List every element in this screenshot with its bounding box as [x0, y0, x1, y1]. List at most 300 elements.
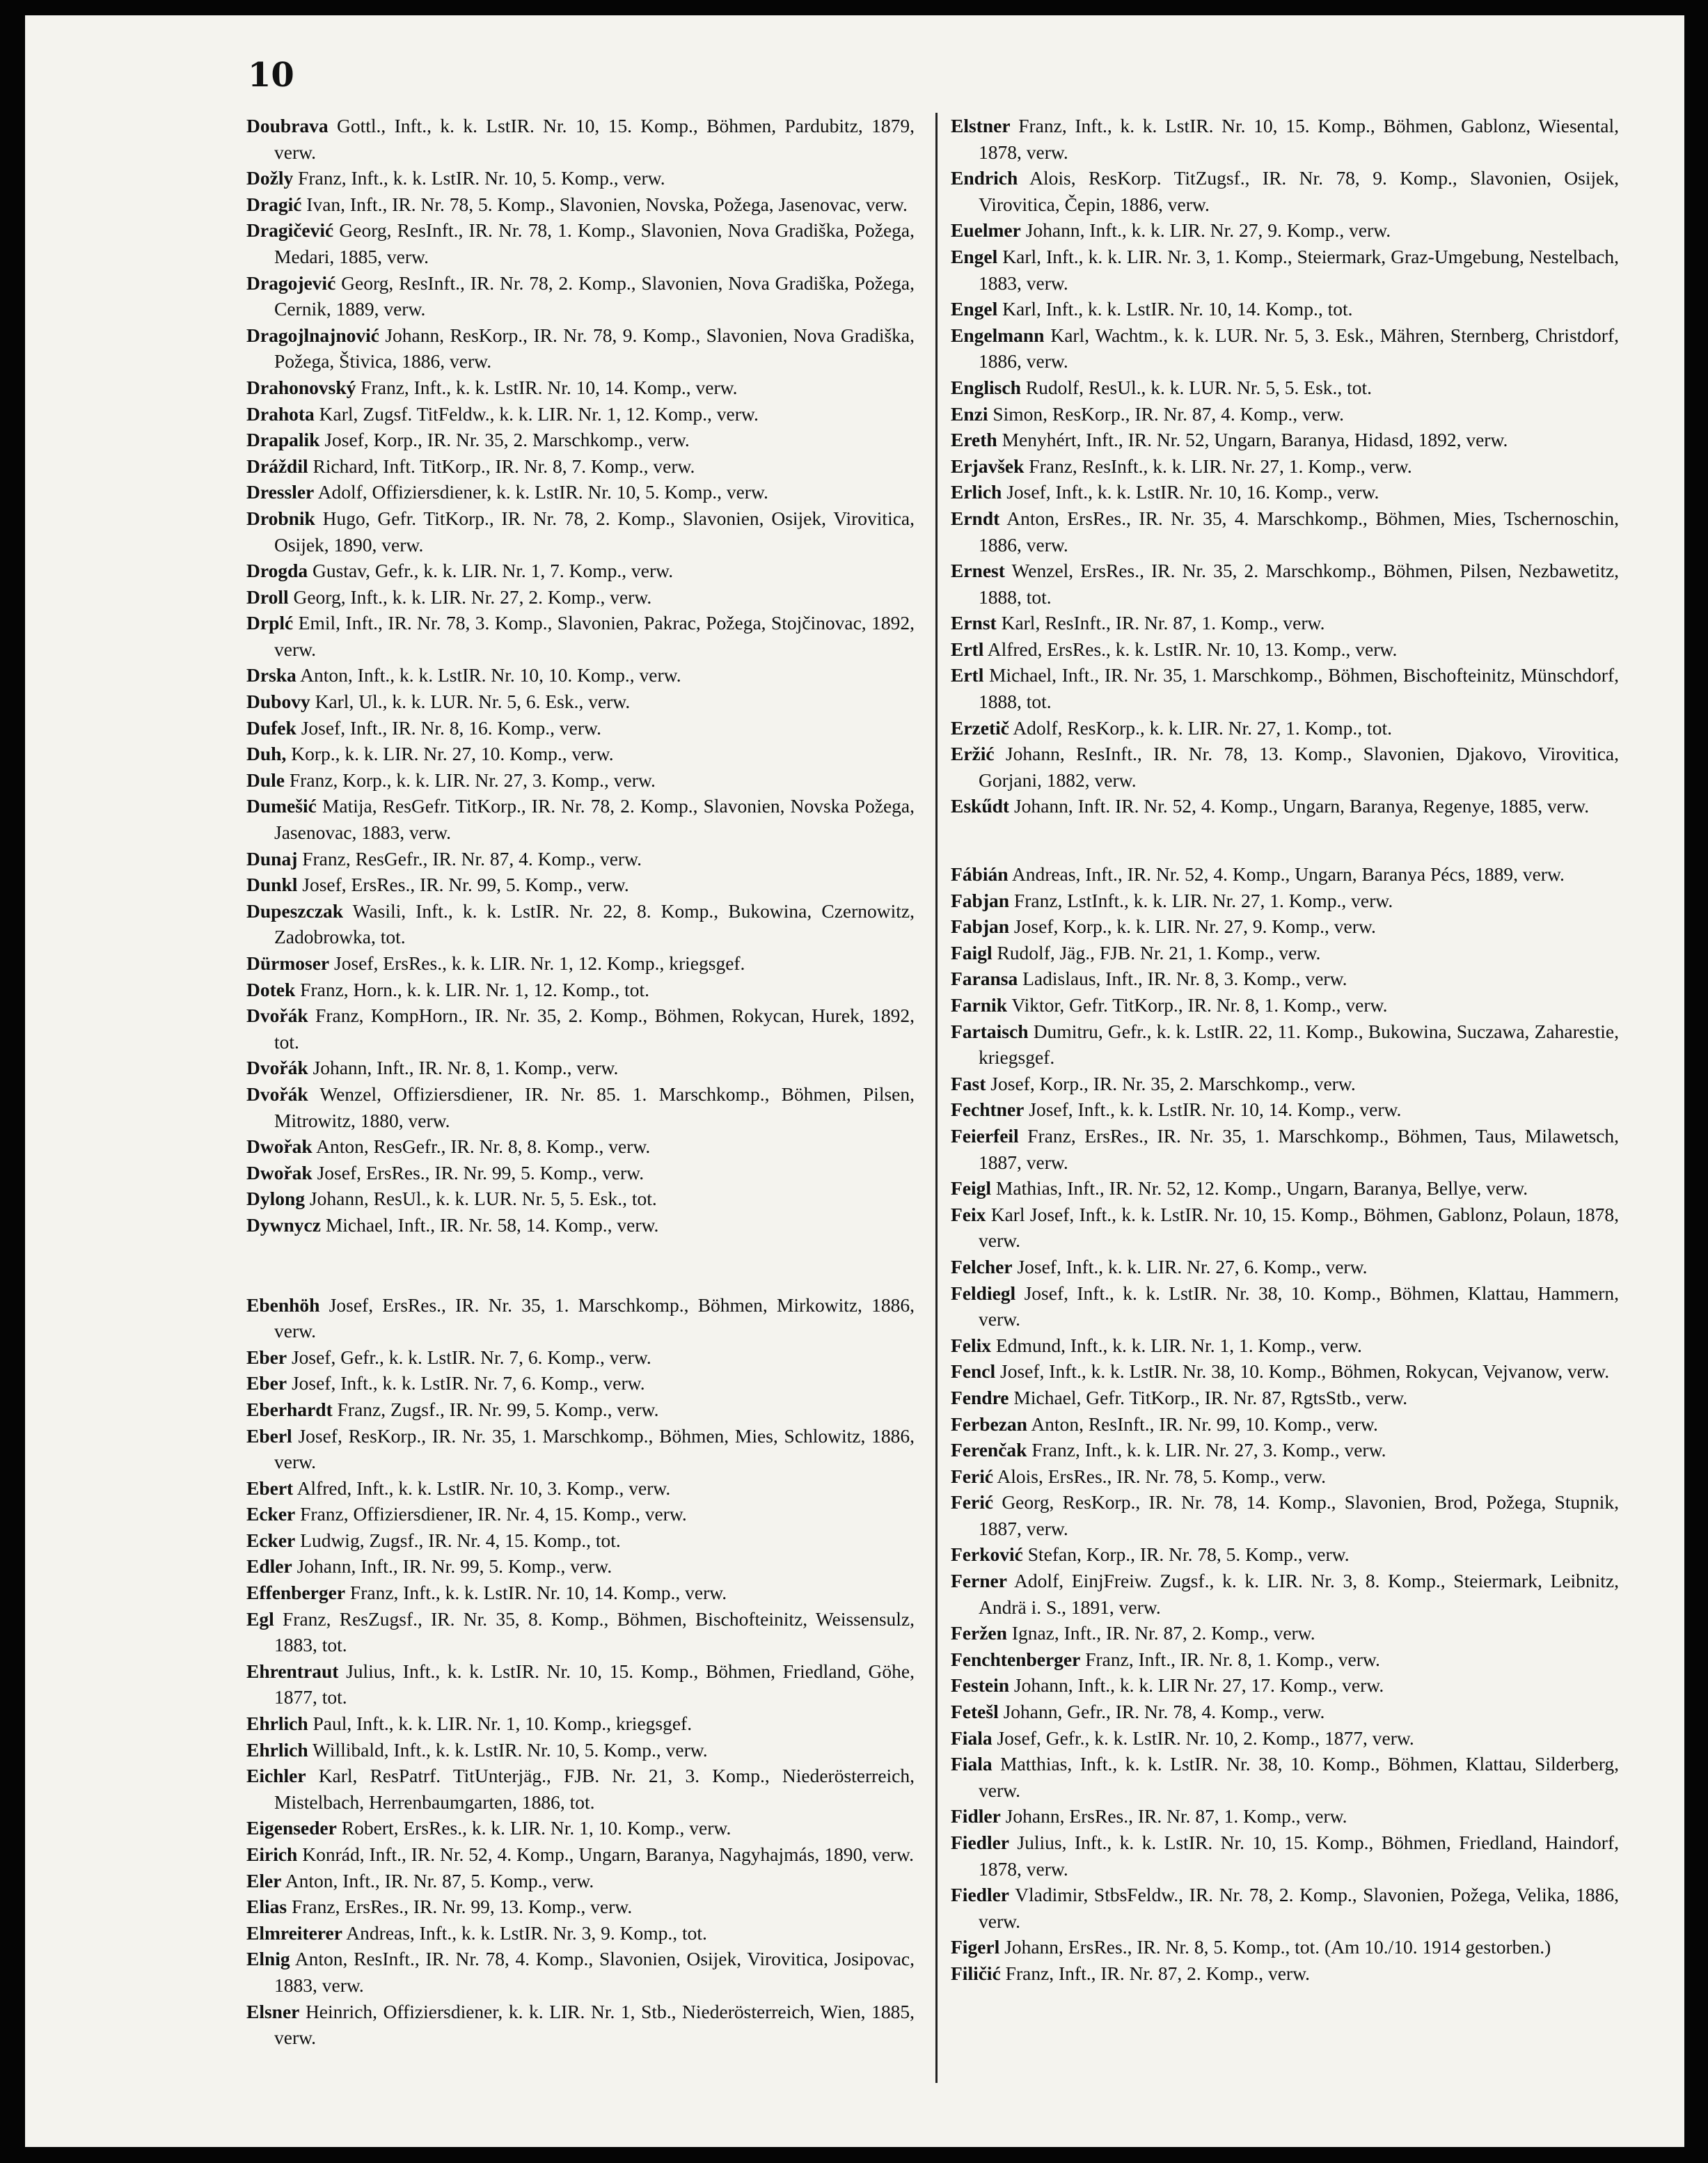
entry-details: Korp., k. k. LIR. Nr. 27, 10. Komp., verw.	[286, 743, 614, 765]
right-f-section	[951, 861, 1619, 1987]
entry-surname: Fetešl	[951, 1701, 999, 1723]
entry-surname: Ecker	[246, 1529, 296, 1551]
entry-surname: Dressler	[246, 481, 315, 503]
entry-surname: Drska	[246, 664, 296, 686]
entry-details: Alfred, ErsRes., k. k. LstIR. Nr. 10, 13. Komp., verw.	[983, 638, 1398, 660]
register-entry	[246, 689, 915, 715]
entry-details: Adolf, ResKorp., k. k. LIR. Nr. 27, 1. Komp., tot.	[1009, 716, 1392, 739]
entry-details: Viktor, Gefr. TitKorp., IR. Nr. 8, 1. Komp., verw.	[1006, 994, 1388, 1016]
entry-details: Stefan, Korp., IR. Nr. 78, 5. Komp., verw.	[1022, 1543, 1350, 1566]
entry-details: Alois, ErsRes., IR. Nr. 78, 5. Komp., verw.	[993, 1465, 1326, 1487]
entry-surname: Ecker	[246, 1503, 296, 1525]
entry-surname: Eler	[246, 1869, 282, 1891]
entry-surname: Effenberger	[246, 1582, 346, 1604]
entry-surname: Dragičević	[246, 219, 334, 242]
entry-surname: Dwořak	[246, 1135, 313, 1158]
entry-details: Karl, Inft., k. k. LIR. Nr. 3, 1. Komp., Steiermark, Graz-Umgebung, Nestelbach, 1883, verw.	[979, 245, 1619, 294]
entry-surname: Fenchtenberger	[951, 1648, 1081, 1670]
entry-details: Ignaz, Inft., IR. Nr. 87, 2. Komp., verw.	[1006, 1622, 1315, 1644]
entry-surname: Fendre	[951, 1386, 1009, 1408]
entry-details: Matija, ResGefr. TitKorp., IR. Nr. 78, 2. Komp., Slavonien, Novska Požega, Jasenovac, 1883, verw.	[274, 795, 915, 844]
entry-surname: Dvořák	[246, 1057, 308, 1079]
entry-details: Michael, Gefr. TitKorp., IR. Nr. 87, RgtsStb., verw.	[1009, 1386, 1408, 1408]
entry-surname: Fiala	[951, 1727, 993, 1749]
entry-details: Johann, Inft. IR. Nr. 52, 4. Komp., Ungarn, Baranya, Regenye, 1885, verw.	[1009, 795, 1590, 817]
entry-surname: Ereth	[951, 429, 997, 451]
register-entry	[951, 244, 1619, 296]
entry-details: Johann, ResKorp., IR. Nr. 78, 9. Komp., Slavonien, Nova Gradiška, Požega, Štivica, 1886, verw.	[274, 324, 915, 372]
register-entry	[246, 1212, 915, 1238]
register-entry	[951, 375, 1619, 401]
register-entry	[246, 741, 915, 767]
entry-surname: Fiedler	[951, 1832, 1009, 1853]
entry-surname: Dotek	[246, 978, 296, 1000]
register-entry	[951, 913, 1619, 940]
entry-surname: Eigenseder	[246, 1817, 337, 1839]
register-entry	[246, 1946, 915, 1998]
entry-details: Anton, Inft., k. k. LstIR. Nr. 10, 10. Komp., verw.	[296, 664, 681, 686]
entry-details: Josef, Inft., k. k. LstIR. Nr. 38, 10. Komp., Böhmen, Rokycan, Vejvanow, verw.	[995, 1360, 1610, 1383]
entry-surname: Fidler	[951, 1805, 1001, 1827]
entry-details: Simon, ResKorp., IR. Nr. 87, 4. Komp., verw.	[988, 402, 1345, 425]
entry-details: Adolf, EinjFreiw. Zugsf., k. k. LIR. Nr. 3, 8. Komp., Steiermark, Leibnitz, Andrä i. S., 1891, verw.	[979, 1570, 1619, 1618]
entry-details: Mathias, Inft., IR. Nr. 52, 12. Komp., Ungarn, Baranya, Bellye, verw.	[991, 1177, 1528, 1200]
page-number: 10	[248, 56, 294, 95]
entry-details: Vladimir, StbsFeldw., IR. Nr. 78, 2. Komp., Slavonien, Požega, Velika, 1886, verw.	[979, 1884, 1619, 1932]
entry-details: Franz, Horn., k. k. LIR. Nr. 1, 12. Komp., tot.	[295, 978, 649, 1000]
register-entry	[246, 1815, 915, 1841]
section-gap	[246, 1238, 915, 1292]
register-entry	[246, 270, 915, 322]
entry-surname: Dufek	[246, 716, 296, 739]
register-entry	[246, 793, 915, 845]
entry-surname: Ernest	[951, 560, 1005, 582]
entry-surname: Eirich	[246, 1843, 298, 1865]
left-e-section	[246, 1292, 915, 2051]
entry-surname: Ernst	[951, 612, 997, 634]
entry-details: Josef, ErsRes., IR. Nr. 99, 5. Komp., verw.	[297, 874, 629, 896]
entry-surname: Elnig	[246, 1948, 290, 1970]
entry-details: Georg, ResInft., IR. Nr. 78, 1. Komp., Slavonien, Nova Gradiška, Požega, Medari, 1885, verw.	[274, 219, 915, 267]
register-entry	[951, 1411, 1619, 1438]
entry-surname: Drahonovský	[246, 376, 356, 398]
register-entry	[246, 217, 915, 269]
entry-surname: Feldiegl	[951, 1282, 1016, 1304]
entry-surname: Doubrava	[246, 115, 329, 136]
register-entry	[951, 966, 1619, 992]
entry-surname: Englisch	[951, 376, 1021, 398]
register-entry	[951, 1385, 1619, 1411]
entry-surname: Euelmer	[951, 219, 1021, 242]
register-entry	[951, 1202, 1619, 1254]
entry-details: Michael, Inft., IR. Nr. 58, 14. Komp., verw.	[320, 1213, 659, 1236]
register-entry	[951, 662, 1619, 714]
entry-details: Josef, Gefr., k. k. LstIR. Nr. 10, 2. Komp., 1877, verw.	[992, 1727, 1414, 1749]
entry-surname: Elias	[246, 1896, 287, 1918]
register-entry	[951, 1882, 1619, 1934]
entry-details: Josef, Inft., k. k. LstIR. Nr. 38, 10. Komp., Böhmen, Klattau, Hammern, verw.	[979, 1282, 1619, 1330]
entry-details: Julius, Inft., k. k. LstIR. Nr. 10, 15. Komp., Böhmen, Friedland, Haindorf, 1878, verw.	[979, 1832, 1619, 1880]
section-gap	[951, 819, 1619, 861]
register-entry	[246, 1737, 915, 1763]
register-entry	[246, 1868, 915, 1894]
entry-details: Johann, Inft., IR. Nr. 99, 5. Komp., verw.	[292, 1555, 612, 1578]
entry-surname: Duh,	[246, 743, 287, 765]
register-entry	[246, 1423, 915, 1475]
entry-details: Wenzel, Offiziersdiener, IR. Nr. 85. 1. Marschkomp., Böhmen, Pilsen, Mitrowitz, 1880, verw.	[274, 1083, 915, 1131]
register-entry	[951, 165, 1619, 217]
right-column	[951, 113, 1619, 1987]
register-entry	[951, 1332, 1619, 1359]
entry-details: Johann, Inft., k. k. LIR Nr. 27, 17. Komp., verw.	[1009, 1674, 1384, 1697]
register-entry	[951, 741, 1619, 793]
entry-details: Julius, Inft., k. k. LstIR. Nr. 10, 15. Komp., Böhmen, Friedland, Göhe, 1877, tot.	[274, 1660, 915, 1708]
register-entry	[951, 1018, 1619, 1071]
register-entry	[246, 322, 915, 375]
register-entry	[951, 610, 1619, 636]
register-entry	[246, 662, 915, 689]
entry-details: Johann, Inft., k. k. LIR. Nr. 27, 9. Komp., verw.	[1020, 219, 1391, 242]
entry-surname: Fabjan	[951, 915, 1010, 938]
register-entry	[246, 1606, 915, 1658]
register-entry	[246, 505, 915, 558]
register-entry	[951, 296, 1619, 322]
entry-surname: Feierfeil	[951, 1124, 1019, 1147]
entry-surname: Ferković	[951, 1543, 1023, 1566]
register-entry	[246, 165, 915, 191]
register-entry	[951, 1096, 1619, 1123]
register-entry	[246, 1710, 915, 1737]
register-entry	[951, 1803, 1619, 1830]
register-entry	[246, 375, 915, 401]
entry-details: Franz, Inft., k. k. LstIR. Nr. 10, 14. Komp., verw.	[345, 1582, 727, 1604]
register-entry	[246, 767, 915, 794]
entry-surname: Felix	[951, 1334, 992, 1356]
entry-surname: Droll	[246, 585, 289, 608]
register-entry	[951, 1960, 1619, 1987]
register-entry	[951, 715, 1619, 741]
entry-details: Franz, Inft., k. k. LIR. Nr. 27, 3. Komp., verw.	[1027, 1439, 1386, 1461]
register-entry	[951, 113, 1619, 165]
entry-surname: Dunaj	[246, 847, 298, 870]
entry-surname: Fabjan	[951, 889, 1010, 911]
entry-surname: Erzetič	[951, 716, 1009, 739]
entry-details: Karl, Wachtm., k. k. LUR. Nr. 5, 3. Esk., Mähren, Sternberg, Christdorf, 1886, verw.	[979, 324, 1619, 372]
register-entry	[246, 191, 915, 218]
entry-surname: Eberhardt	[246, 1398, 333, 1420]
entry-surname: Dywnycz	[246, 1213, 321, 1236]
entry-details: Franz, Inft., IR. Nr. 8, 1. Komp., verw.	[1080, 1648, 1380, 1670]
register-entry	[246, 1894, 915, 1920]
entry-surname: Endrich	[951, 167, 1018, 189]
entry-details: Franz, Inft., k. k. LstIR. Nr. 10, 5. Komp., verw.	[293, 167, 665, 189]
entry-details: Georg, ResKorp., IR. Nr. 78, 14. Komp., Slavonien, Brod, Požega, Stupnik, 1887, verw.	[979, 1491, 1619, 1539]
entry-details: Franz, ErsRes., IR. Nr. 99, 13. Komp., verw.	[287, 1896, 633, 1918]
entry-details: Franz, ResGefr., IR. Nr. 87, 4. Komp., verw.	[297, 847, 642, 870]
entry-surname: Ehrlich	[246, 1713, 308, 1735]
entry-surname: Drapalik	[246, 429, 320, 451]
register-entry	[951, 505, 1619, 558]
entry-details: Johann, ErsRes., IR. Nr. 87, 1. Komp., verw.	[1000, 1805, 1347, 1827]
register-entry	[951, 1358, 1619, 1385]
entry-details: Andreas, Inft., IR. Nr. 52, 4. Komp., Ungarn, Baranya Pécs, 1889, verw.	[1008, 863, 1565, 886]
entry-details: Josef, ErsRes., k. k. LIR. Nr. 1, 12. Komp., kriegsgef.	[329, 952, 745, 974]
entry-details: Karl, ResInft., IR. Nr. 87, 1. Komp., verw.	[996, 612, 1325, 634]
register-entry	[246, 1292, 915, 1344]
entry-surname: Felcher	[951, 1255, 1013, 1277]
entry-surname: Eržić	[951, 743, 995, 765]
entry-surname: Ertl	[951, 638, 984, 660]
entry-details: Franz, Offiziersdiener, IR. Nr. 4, 15. Komp., verw.	[295, 1503, 687, 1525]
entry-surname: Filičić	[951, 1962, 1001, 1984]
entry-details: Josef, ErsRes., IR. Nr. 99, 5. Komp., verw.	[312, 1161, 645, 1183]
entry-details: Karl, Zugsf. TitFeldw., k. k. LIR. Nr. 1, 12. Komp., verw.	[314, 402, 759, 425]
entry-details: Georg, Inft., k. k. LIR. Nr. 27, 2. Komp., verw.	[288, 585, 652, 608]
entry-surname: Drahota	[246, 402, 315, 425]
entry-surname: Fábián	[951, 863, 1009, 886]
entry-surname: Feigl	[951, 1177, 992, 1200]
entry-surname: Ebenhöh	[246, 1293, 320, 1316]
entry-surname: Fencl	[951, 1360, 996, 1383]
entry-details: Rudolf, ResUl., k. k. LUR. Nr. 5, 5. Esk., tot.	[1020, 376, 1373, 398]
entry-details: Andreas, Inft., k. k. LstIR. Nr. 3, 9. Komp., tot.	[342, 1921, 707, 1944]
register-entry	[951, 217, 1619, 244]
entry-details: Johann, ErsRes., IR. Nr. 8, 5. Komp., tot. (Am 10./10. 1914 gestorben.)	[999, 1936, 1551, 1958]
entry-details: Franz, ResInft., k. k. LIR. Nr. 27, 1. Komp., verw.	[1024, 455, 1412, 477]
entry-details: Alois, ResKorp. TitZugsf., IR. Nr. 78, 9. Komp., Slavonien, Osijek, Virovitica, Čepin, 1886, verw.	[979, 167, 1619, 215]
register-entry	[246, 1553, 915, 1580]
entry-details: Wasili, Inft., k. k. LstIR. Nr. 22, 8. Komp., Bukowina, Czernowitz, Zadobrowka, tot.	[274, 899, 915, 948]
entry-surname: Dunkl	[246, 874, 298, 896]
entry-surname: Eber	[246, 1372, 287, 1394]
entry-details: Josef, Inft., k. k. LstIR. Nr. 7, 6. Komp., verw.	[287, 1372, 645, 1394]
entry-surname: Feix	[951, 1203, 986, 1225]
entry-surname: Enzi	[951, 402, 988, 425]
entry-details: Josef, ErsRes., IR. Nr. 35, 1. Marschkomp., Böhmen, Mirkowitz, 1886, verw.	[274, 1293, 915, 1342]
register-entry	[951, 1699, 1619, 1725]
register-entry	[246, 1841, 915, 1868]
entry-details: Anton, ErsRes., IR. Nr. 35, 4. Marschkomp., Böhmen, Mies, Tschernoschin, 1886, verw.	[979, 507, 1619, 556]
entry-surname: Dürmoser	[246, 952, 330, 974]
register-entry	[951, 1672, 1619, 1699]
register-entry	[246, 558, 915, 584]
entry-details: Franz, Inft., k. k. LstIR. Nr. 10, 14. Komp., verw.	[356, 376, 738, 398]
page	[25, 15, 1684, 2147]
entry-details: Josef, Inft., k. k. LstIR. Nr. 10, 16. Komp., verw.	[1002, 481, 1379, 503]
entry-details: Karl, ResPatrf. TitUnterjäg., FJB. Nr. 21, 3. Komp., Niederösterreich, Mistelbach, Herrenbaumgarten, 1886, tot.	[274, 1765, 915, 1813]
entry-surname: Figerl	[951, 1936, 1000, 1958]
register-entry	[246, 1527, 915, 1554]
entry-details: Josef, Korp., IR. Nr. 35, 2. Marschkomp., verw.	[986, 1072, 1356, 1094]
register-entry	[951, 1071, 1619, 1097]
entry-details: Ladislaus, Inft., IR. Nr. 8, 3. Komp., verw.	[1018, 968, 1347, 990]
register-entry	[246, 113, 915, 165]
register-entry	[246, 1344, 915, 1371]
entry-surname: Eber	[246, 1346, 287, 1368]
entry-details: Josef, Inft., k. k. LstIR. Nr. 10, 14. Komp., verw.	[1024, 1099, 1402, 1121]
register-entry	[951, 453, 1619, 480]
register-entry	[246, 715, 915, 741]
entry-surname: Faigl	[951, 941, 993, 963]
entry-surname: Drobnik	[246, 507, 315, 529]
entry-surname: Dvořák	[246, 1083, 308, 1105]
entry-details: Johann, ResUl., k. k. LUR. Nr. 5, 5. Esk., tot.	[305, 1188, 657, 1210]
register-entry	[951, 1175, 1619, 1202]
entry-details: Gottl., Inft., k. k. LstIR. Nr. 10, 15. Komp., Böhmen, Pardubitz, 1879, verw.	[274, 115, 915, 163]
register-entry	[246, 1920, 915, 1946]
entry-surname: Dragojević	[246, 272, 336, 294]
register-entry	[246, 1002, 915, 1055]
entry-surname: Elstner	[951, 115, 1011, 136]
entry-details: Franz, ResZugsf., IR. Nr. 35, 8. Komp., Böhmen, Bischofteinitz, Weissensulz, 1883, tot.	[274, 1607, 915, 1656]
register-entry	[246, 584, 915, 611]
entry-details: Franz, Korp., k. k. LIR. Nr. 27, 3. Komp., verw.	[285, 769, 656, 791]
entry-details: Michael, Inft., IR. Nr. 35, 1. Marschkomp., Böhmen, Bischofteinitz, Münschdorf, 1888, tot.	[979, 664, 1619, 713]
entry-surname: Engel	[951, 245, 998, 267]
entry-surname: Dule	[246, 769, 285, 791]
entry-details: Karl Josef, Inft., k. k. LstIR. Nr. 10, 15. Komp., Böhmen, Gablonz, Polaun, 1878, verw.	[979, 1203, 1619, 1252]
register-entry	[951, 401, 1619, 427]
register-entry	[246, 977, 915, 1003]
entry-details: Willibald, Inft., k. k. LstIR. Nr. 10, 5. Komp., verw.	[308, 1738, 708, 1761]
entry-details: Gustav, Gefr., k. k. LIR. Nr. 1, 7. Komp., verw.	[308, 560, 674, 582]
register-entry	[246, 898, 915, 950]
entry-surname: Edler	[246, 1555, 292, 1578]
register-entry	[246, 846, 915, 872]
entry-surname: Dráždil	[246, 455, 308, 477]
entry-details: Anton, Inft., IR. Nr. 87, 5. Komp., verw.	[281, 1869, 594, 1891]
entry-details: Johann, ResInft., IR. Nr. 78, 13. Komp., Slavonien, Djakovo, Virovitica, Gorjani, 1882, verw.	[979, 743, 1619, 791]
entry-details: Johann, Inft., IR. Nr. 8, 1. Komp., verw.	[308, 1057, 619, 1079]
register-entry	[951, 479, 1619, 505]
register-entry	[246, 1763, 915, 1815]
register-entry	[951, 940, 1619, 966]
entry-details: Karl, Ul., k. k. LUR. Nr. 5, 6. Esk., verw.	[310, 691, 631, 713]
register-entry	[951, 1123, 1619, 1175]
entry-surname: Ferner	[951, 1570, 1007, 1592]
register-entry	[951, 427, 1619, 453]
register-entry	[951, 992, 1619, 1018]
entry-surname: Erndt	[951, 507, 1000, 529]
entry-details: Josef, Inft., IR. Nr. 8, 16. Komp., verw.	[296, 716, 601, 739]
entry-details: Alfred, Inft., k. k. LstIR. Nr. 10, 3. Komp., verw.	[293, 1477, 671, 1499]
entry-surname: Erlich	[951, 481, 1002, 503]
register-entry	[951, 1280, 1619, 1332]
register-entry	[951, 1489, 1619, 1541]
entry-surname: Fechtner	[951, 1099, 1025, 1121]
register-entry	[951, 1725, 1619, 1752]
entry-details: Franz, ErsRes., IR. Nr. 35, 1. Marschkomp., Böhmen, Taus, Milawetsch, 1887, verw.	[979, 1124, 1619, 1173]
entry-surname: Eskűdt	[951, 795, 1010, 817]
entry-details: Matthias, Inft., k. k. LstIR. Nr. 38, 10. Komp., Böhmen, Klattau, Silderberg, verw.	[979, 1753, 1619, 1801]
register-entry	[246, 1658, 915, 1710]
entry-details: Edmund, Inft., k. k. LIR. Nr. 1, 1. Komp., verw.	[991, 1334, 1362, 1356]
entry-surname: Ehrentraut	[246, 1660, 339, 1682]
entry-details: Robert, ErsRes., k. k. LIR. Nr. 1, 10. Komp., verw.	[336, 1817, 732, 1839]
register-entry	[246, 610, 915, 662]
entry-surname: Farnik	[951, 994, 1007, 1016]
entry-details: Ivan, Inft., IR. Nr. 78, 5. Komp., Slavonien, Novska, Požega, Jasenovac, verw.	[301, 193, 908, 215]
entry-details: Georg, ResInft., IR. Nr. 78, 2. Komp., Slavonien, Nova Gradiška, Požega, Cernik, 1889, verw.	[274, 272, 915, 320]
entry-details: Anton, ResInft., IR. Nr. 78, 4. Komp., Slavonien, Osijek, Virovitica, Josipovac, 1883, verw.	[274, 1948, 915, 1996]
entry-surname: Dupeszczak	[246, 899, 344, 922]
entry-surname: Erjavšek	[951, 455, 1025, 477]
register-entry	[951, 1646, 1619, 1673]
entry-surname: Dragojlnajnović	[246, 324, 379, 346]
entry-details: Josef, Korp., k. k. LIR. Nr. 27, 9. Komp., verw.	[1009, 915, 1376, 938]
register-entry	[246, 1475, 915, 1502]
entry-details: Heinrich, Offiziersdiener, k. k. LIR. Nr. 1, Stb., Niederösterreich, Wien, 1885, verw.	[274, 2000, 915, 2049]
entry-surname: Dubovy	[246, 691, 310, 713]
register-entry	[951, 1830, 1619, 1882]
entry-details: Ludwig, Zugsf., IR. Nr. 4, 15. Komp., tot.	[295, 1529, 621, 1551]
register-entry	[951, 1934, 1619, 1960]
register-entry	[951, 861, 1619, 888]
entry-surname: Ertl	[951, 664, 984, 686]
right-e-section	[951, 113, 1619, 819]
register-entry	[951, 1568, 1619, 1620]
entry-details: Konrád, Inft., IR. Nr. 52, 4. Komp., Ungarn, Baranya, Nagyhajmás, 1890, verw.	[297, 1843, 915, 1865]
entry-surname: Eichler	[246, 1765, 306, 1787]
column-divider	[935, 113, 938, 2083]
entry-details: Menyhért, Inft., IR. Nr. 52, Ungarn, Baranya, Hidasd, 1892, verw.	[997, 429, 1508, 451]
register-entry	[246, 1501, 915, 1527]
register-entry	[246, 1186, 915, 1212]
entry-surname: Fartaisch	[951, 1020, 1029, 1042]
entry-surname: Ferenčak	[951, 1439, 1027, 1461]
entry-surname: Fiala	[951, 1753, 993, 1775]
entry-surname: Engelmann	[951, 324, 1045, 346]
register-entry	[951, 888, 1619, 914]
entry-details: Johann, Gefr., IR. Nr. 78, 4. Komp., verw.	[998, 1701, 1325, 1723]
entry-details: Franz, KompHorn., IR. Nr. 35, 2. Komp., Böhmen, Rokycan, Hurek, 1892, tot.	[274, 1005, 915, 1053]
entry-details: Emil, Inft., IR. Nr. 78, 3. Komp., Slavonien, Pakrac, Požega, Stojčinovac, 1892, verw.	[274, 612, 915, 660]
entry-surname: Feržen	[951, 1622, 1007, 1644]
entry-details: Wenzel, ErsRes., IR. Nr. 35, 2. Marschkomp., Böhmen, Pilsen, Nezbawetitz, 1888, tot.	[979, 560, 1619, 608]
entry-details: Josef, Korp., IR. Nr. 35, 2. Marschkomp., verw.	[319, 429, 690, 451]
register-entry	[246, 453, 915, 480]
entry-details: Franz, Zugsf., IR. Nr. 99, 5. Komp., verw.	[332, 1398, 659, 1420]
register-entry	[246, 1580, 915, 1606]
entry-surname: Elmreiterer	[246, 1921, 342, 1944]
entry-details: Hugo, Gefr. TitKorp., IR. Nr. 78, 2. Komp., Slavonien, Osijek, Virovitica, Osijek, 1890, verw.	[274, 507, 915, 556]
register-entry	[951, 793, 1619, 819]
entry-details: Franz, Inft., k. k. LstIR. Nr. 10, 15. Komp., Böhmen, Gablonz, Wiesental, 1878, verw.	[979, 115, 1619, 163]
entry-details: Adolf, Offiziersdiener, k. k. LstIR. Nr. 10, 5. Komp., verw.	[314, 481, 768, 503]
entry-surname: Drplć	[246, 612, 294, 634]
entry-surname: Eberl	[246, 1424, 292, 1447]
register-entry	[246, 1055, 915, 1081]
register-entry	[246, 479, 915, 505]
register-entry	[246, 427, 915, 453]
entry-surname: Ferić	[951, 1465, 994, 1487]
entry-details: Josef, Gefr., k. k. LstIR. Nr. 7, 6. Komp., verw.	[287, 1346, 651, 1368]
entry-details: Rudolf, Jäg., FJB. Nr. 21, 1. Komp., verw.	[992, 941, 1321, 963]
entry-surname: Fast	[951, 1072, 986, 1094]
entry-surname: Dragić	[246, 193, 302, 215]
entry-surname: Fiedler	[951, 1884, 1009, 1906]
register-entry	[246, 1081, 915, 1133]
entry-details: Josef, ResKorp., IR. Nr. 35, 1. Marschkomp., Böhmen, Mies, Schlowitz, 1886, verw.	[274, 1424, 915, 1473]
entry-surname: Ferbezan	[951, 1413, 1027, 1435]
register-entry	[951, 1541, 1619, 1568]
left-d-section	[246, 113, 915, 1238]
register-entry	[246, 1397, 915, 1423]
register-entry	[951, 1463, 1619, 1490]
register-entry	[951, 1751, 1619, 1803]
entry-details: Dumitru, Gefr., k. k. LstIR. 22, 11. Komp., Bukowina, Suczawa, Zaharestie, kriegsgef.	[979, 1020, 1619, 1069]
entry-surname: Dumešić	[246, 795, 317, 817]
